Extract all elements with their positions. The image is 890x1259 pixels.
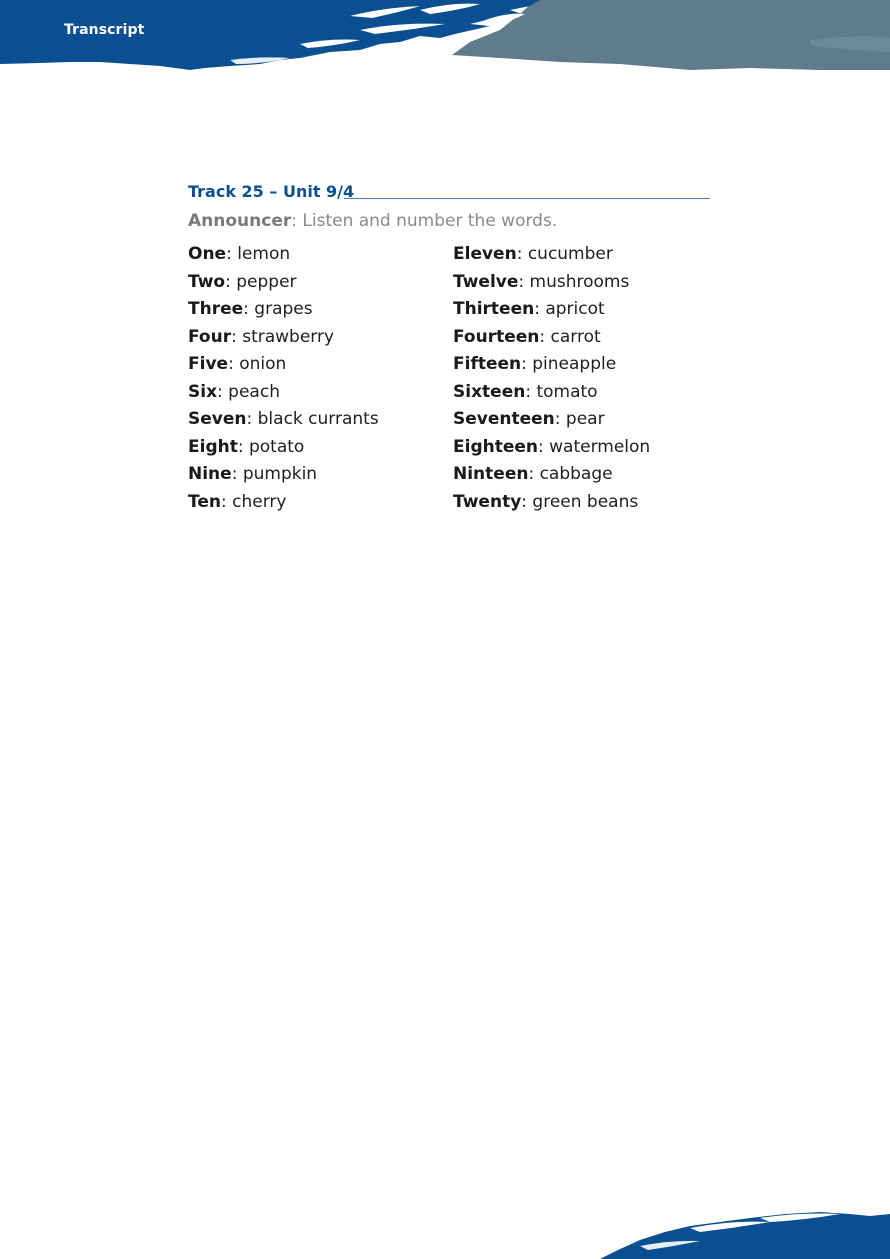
- word-number: Seventeen: [453, 409, 555, 429]
- word-text: : pepper: [225, 271, 297, 292]
- word-number: Sixteen: [453, 381, 526, 402]
- word-text: : black currants: [246, 409, 379, 429]
- word-item: [453, 381, 650, 409]
- word-text: : onion: [228, 354, 287, 374]
- word-text: : peach: [217, 381, 280, 402]
- word-number: Ninteen: [453, 464, 529, 484]
- word-text: : cucumber: [516, 244, 613, 264]
- word-text: : pear: [554, 409, 605, 429]
- word-number: Six: [188, 381, 218, 402]
- word-list-right: [453, 243, 650, 518]
- word-text: : strawberry: [231, 326, 335, 347]
- word-text: : cabbage: [528, 464, 613, 484]
- word-item: [453, 243, 650, 271]
- word-number: Ten: [188, 491, 221, 512]
- word-list-left: [188, 243, 379, 518]
- word-text: : cherry: [220, 491, 287, 512]
- word-item: [188, 381, 379, 409]
- word-text: : green beans: [521, 491, 639, 512]
- word-item: [453, 463, 650, 491]
- word-text: : pumpkin: [231, 464, 318, 484]
- footer-brush-banner: [0, 1200, 890, 1259]
- header-label: Transcript: [64, 22, 145, 38]
- word-item: [188, 491, 379, 519]
- track-title: Track 25 – Unit 9/4: [188, 182, 355, 201]
- word-item: [453, 298, 650, 326]
- word-text: : potato: [237, 436, 305, 457]
- word-item: [453, 271, 650, 299]
- word-item: [453, 353, 650, 381]
- word-number: Eleven: [453, 244, 517, 264]
- word-item: [453, 408, 650, 436]
- announcer-speaker: Announcer: [188, 211, 292, 231]
- word-number: Seven: [188, 409, 247, 429]
- word-number: Three: [188, 299, 244, 319]
- word-item: [188, 298, 379, 326]
- announcer-instruction: Listen and number the words.: [296, 211, 558, 231]
- announcer-line: [188, 211, 557, 231]
- track-heading: [188, 182, 710, 202]
- word-number: Thirteen: [453, 299, 535, 319]
- footer-blue-brushstroke: [600, 1212, 890, 1259]
- word-number: Fourteen: [453, 326, 540, 347]
- word-number: Eighteen: [453, 436, 538, 457]
- word-text: : mushrooms: [518, 271, 630, 292]
- word-item: [453, 491, 650, 519]
- word-number: Nine: [188, 464, 232, 484]
- word-item: [188, 243, 379, 271]
- word-number: One: [188, 244, 227, 264]
- word-number: Fifteen: [453, 354, 522, 374]
- word-number: Twenty: [453, 491, 522, 512]
- announcer-separator: :: [291, 211, 297, 231]
- word-item: [453, 436, 650, 464]
- word-item: [188, 463, 379, 491]
- track-heading-rule: [344, 198, 710, 199]
- word-number: Four: [188, 326, 232, 347]
- header-grey-brushstroke: [452, 0, 890, 70]
- word-number: Two: [188, 271, 226, 292]
- word-number: Eight: [188, 436, 238, 457]
- word-text: : apricot: [534, 299, 605, 319]
- word-item: [188, 271, 379, 299]
- word-text: : tomato: [525, 381, 598, 402]
- word-item: [188, 408, 379, 436]
- word-number: Five: [188, 354, 229, 374]
- word-item: [188, 353, 379, 381]
- word-number: Twelve: [453, 271, 519, 292]
- word-text: : pineapple: [521, 354, 617, 374]
- word-item: [188, 326, 379, 354]
- word-text: : grapes: [243, 299, 313, 319]
- header-brush-banner: [0, 0, 890, 80]
- word-text: : lemon: [226, 244, 291, 264]
- word-text: : carrot: [539, 326, 601, 347]
- word-item: [453, 326, 650, 354]
- word-text: : watermelon: [538, 436, 651, 457]
- word-item: [188, 436, 379, 464]
